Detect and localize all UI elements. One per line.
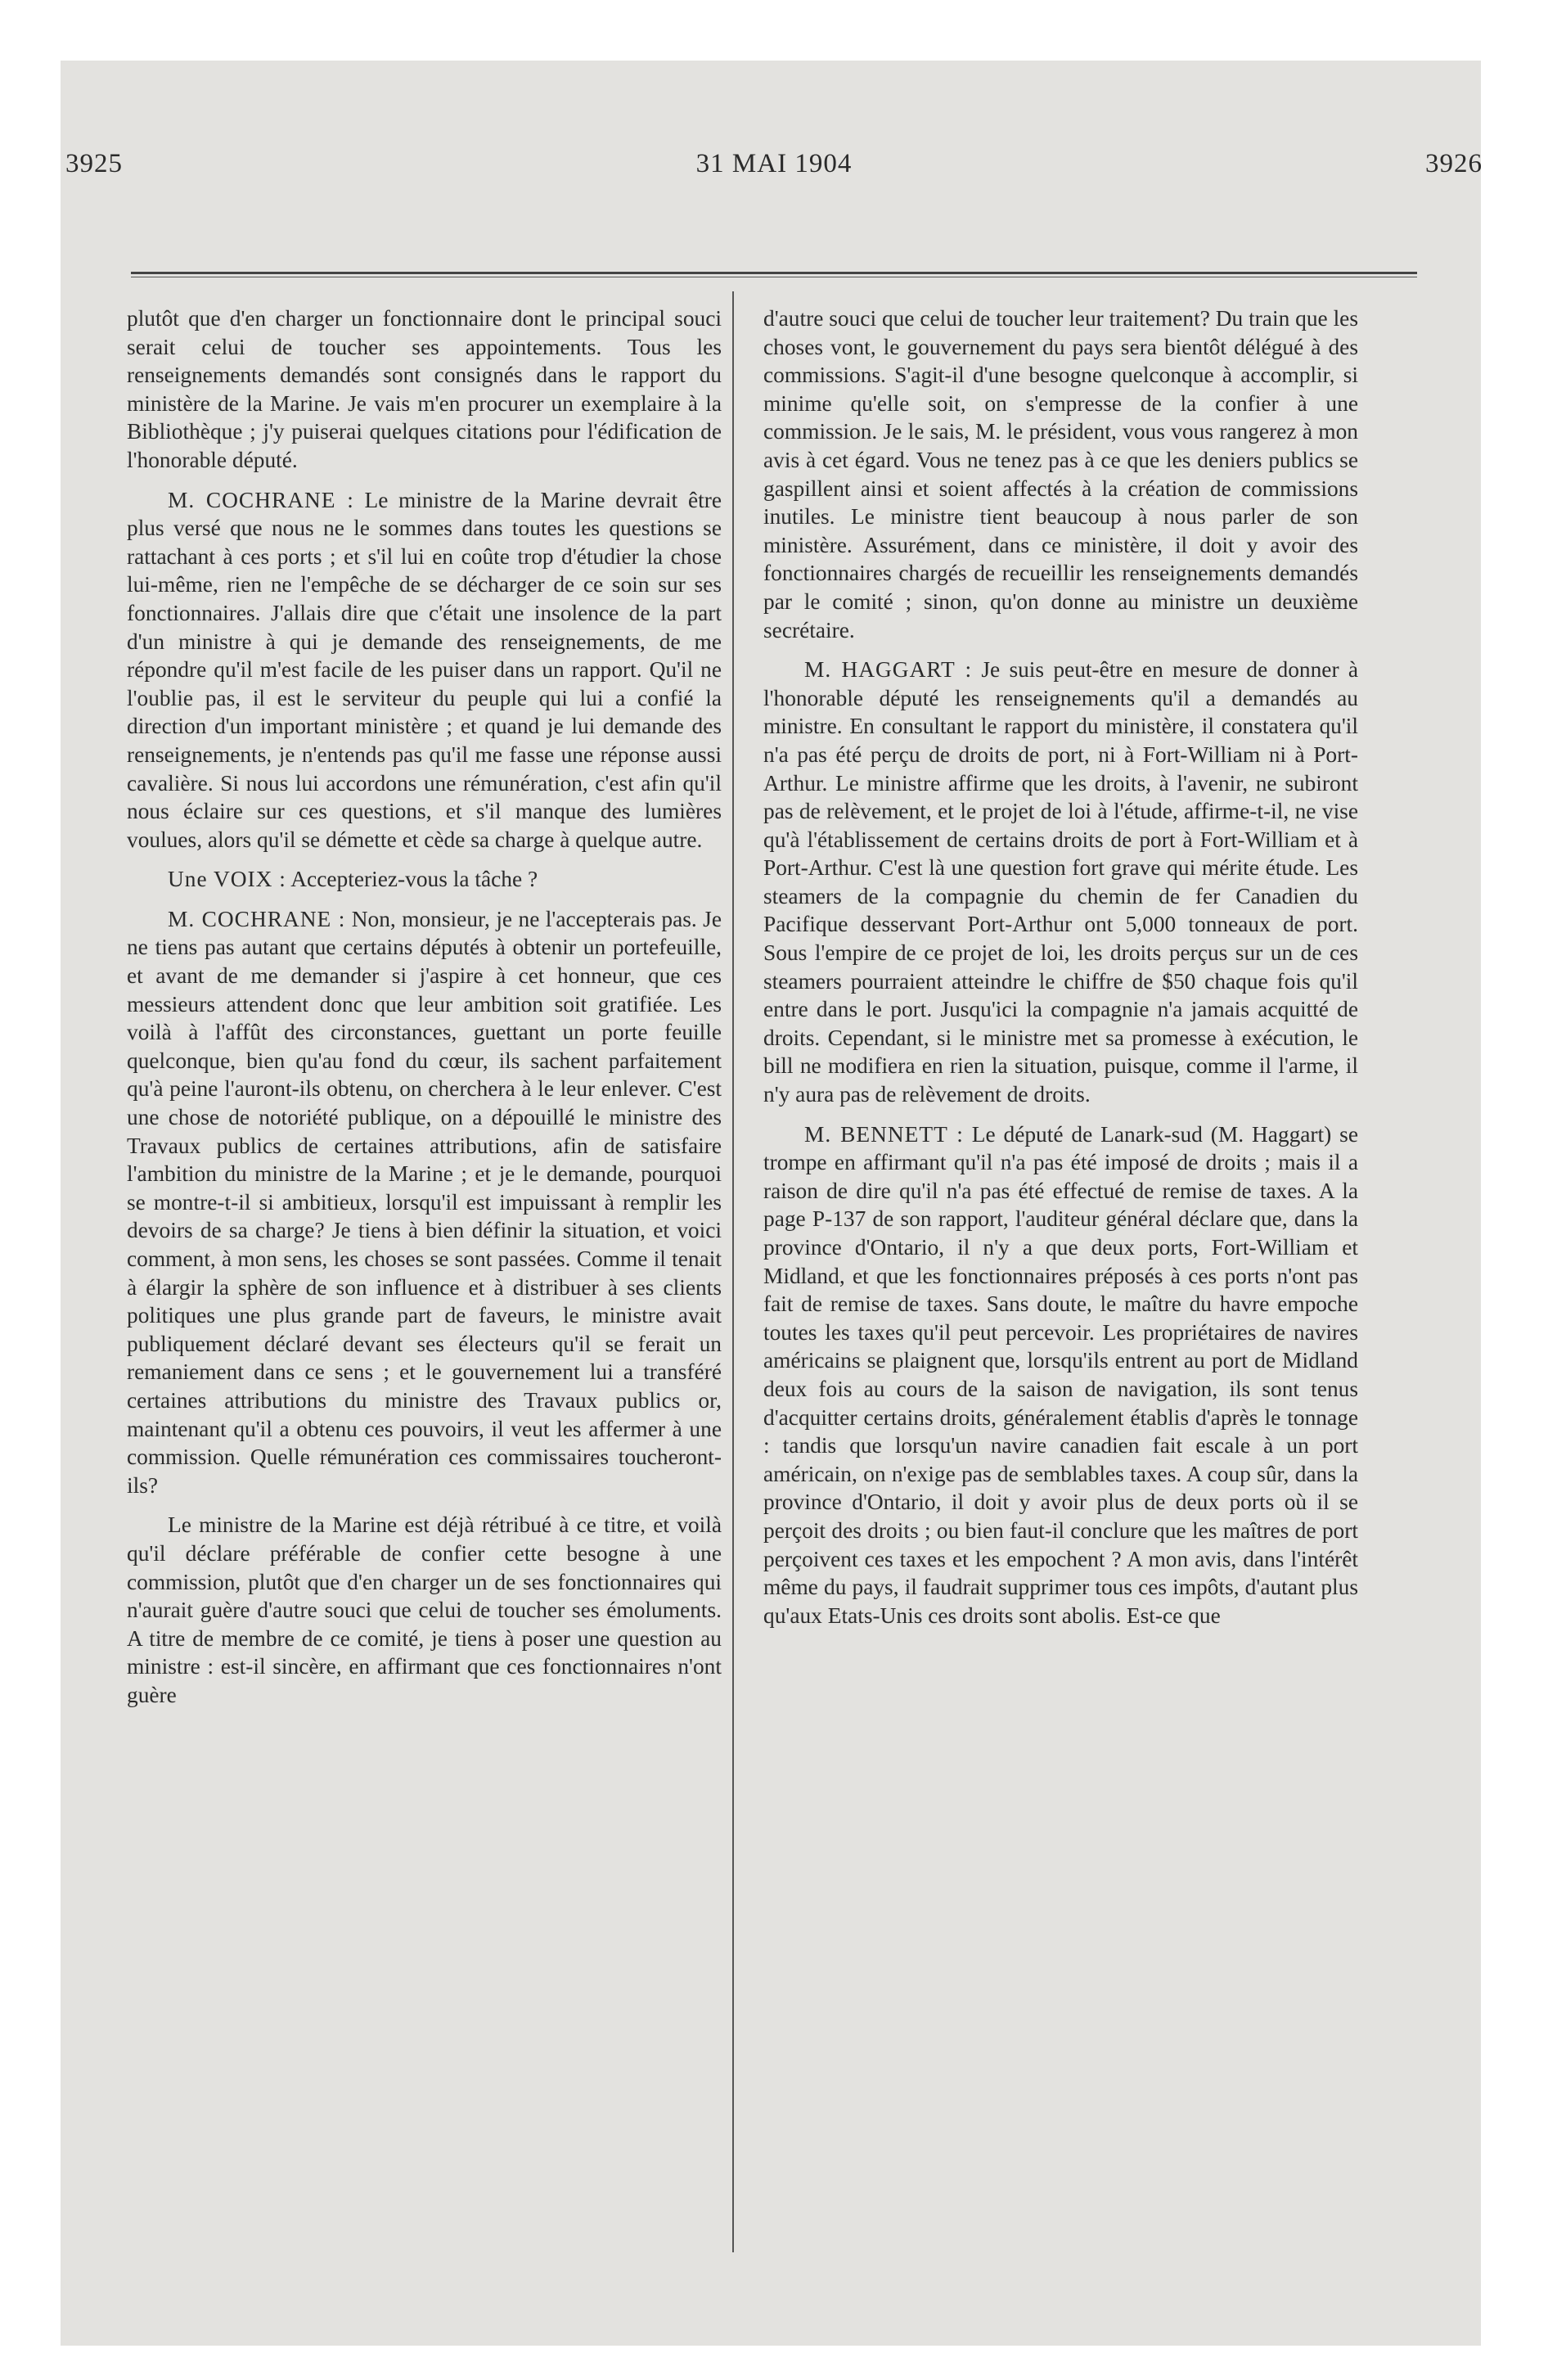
speaker-name: M. COCHRANE : — [168, 906, 346, 931]
paragraph: d'autre souci que celui de toucher leur traitement? Du train que les choses vont, le gouvernement du pays sera bientôt délégué à des commissions. S'agit-il d'une besogne quelconque à accomplir, si minime qu'elle soit, on s'empresse de la confier à une commission. Je le sais, M. le président, vous vous rangerez à mon avis à cet égard. Vous ne tenez pas à ce que les deniers publics se gaspillent ainsi et soient affectés à la création de commissions inutiles. Le ministre tient beaucoup à nous parler de son ministère. Assurément, dans ce ministère, il doit y avoir des fonctionnaires chargés de recueillir les renseignements demandés par le comité ; sinon, qu'on donne au ministre un deuxième secrétaire. — [763, 306, 1358, 642]
paragraph: plutôt que d'en charger un fonctionnaire dont le principal souci serait celui de toucher ses appointements. Tous les renseignements demandés sont consignés dans le rapport du ministère de la Marine. Je vais m'en procurer un exemplaire à la Bibliothèque ; j'y puiserai quelques citations pour l'édification de l'honorable député. — [127, 306, 722, 472]
page-number-right: 3926 — [1425, 149, 1483, 178]
speech-text: Le ministre de la Marine devrait être plus versé que nous ne le sommes dans toutes les questions se rattachant à ces ports ; et s'il lui en coûte trop d'étudier la chose lui-même, rien ne l'empêche de se décharger de ce soin sur ses fonctionnaires. J'allais dire que c'était une insolence de la part d'un ministre à qui je demande des renseignements, de me répondre qu'il m'est facile de les puiser dans un rapport. Qu'il ne l'oublie pas, il est le serviteur du peuple qui lui a confié la direction d'un important ministère ; et quand je lui demande des renseignements, je n'entends pas qu'il me fasse une réponse aussi cavalière. Si nous lui accordons une rémunération, c'est afin qu'il nous éclaire sur ces questions, et s'il manque des lumières voulues, alors qu'il se démette et cède sa charge à quelque autre. — [127, 487, 722, 852]
speaker-name: M. COCHRANE : — [168, 487, 354, 512]
column-divider — [732, 291, 734, 2252]
speech-text: Je suis peut-être en mesure de donner à l'honorable député les renseignements qu'il a demandés au ministre. En consultant le rapport du ministère, il constatera qu'il n'a pas été perçu de droits de port, ni à Fort-William ni à Port-Arthur. Le ministre affirme que les droits, à l'avenir, ne subiront pas de relèvement, et le projet de loi à l'étude, affirme-t-il, ne vise qu'à l'établissement de certains droits de port à Fort-William et à Port-Arthur. C'est là une question fort grave qui mérite étude. Les steamers de la compagnie du chemin de fer Canadien du Pacifique desservant Port-Arthur ont 5,000 tonneaux de port. Sous l'empire de ce projet de loi, les droits perçus sur un de ces steamers pourraient atteindre le chiffre de $50 chaque fois qu'il entre dans le port. Jusqu'ici la compagnie n'a jamais acquitté de droits. Cependant, si le ministre met sa promesse à exécution, le bill ne modifiera en rien la situation, puisque, comme il l'arme, il n'y aura pas de relèvement de droits. — [763, 657, 1358, 1107]
paragraph — [127, 486, 722, 854]
page-date: 31 MAI 1904 — [695, 149, 853, 178]
right-column — [763, 304, 1358, 1629]
paragraph — [763, 1120, 1358, 1630]
speaker-name: Une VOIX : — [168, 867, 286, 892]
speech-text: Le député de Lanark-sud (M. Haggart) se trompe en affirmant qu'il n'a pas été imposé de droits ; mais il a raison de dire qu'il n'a pas été effectué de remise de taxes. A la page P-137 de son rapport, l'auditeur général déclare que, dans la province d'Ontario, il n'y a que deux ports, Fort-William et Midland, et que les fonctionnaires préposés à ces ports n'ont pas fait de remise de taxes. Sans doute, le maître du havre empoche toutes les taxes qu'il peut percevoir. Les propriétaires de navires américains se plaignent que, lorsqu'ils entrent au port de Midland deux fois au cours de la saison de navigation, ils sont tenus d'acquitter certains droits, généralement établis d'après le tonnage : tandis que lorsqu'un navire canadien fait escale à un port américain, on n'exige pas de semblables taxes. A coup sûr, dans la province d'Ontario, il doit y avoir plus de deux ports où il se perçoit des droits ; ou bien faut-il conclure que les maîtres de port perçoivent ces taxes et les empochent ? A mon avis, dans l'intérêt même du pays, il faudrait supprimer tous ces impôts, d'autant plus qu'aux Etats-Unis ces droits sont abolis. Est-ce que — [763, 1121, 1358, 1628]
paragraph: Le ministre de la Marine est déjà rétribué à ce titre, et voilà qu'il déclare préférable de confier cette besogne à une commission, plutôt que d'en charger un de ses fonctionnaires qui n'aurait guère d'autre souci que celui de toucher ses émoluments. A titre de membre de ce comité, je tiens à poser une question au ministre : est-il sincère, en affirmant que ces fonctionnaires n'ont guère — [127, 1512, 722, 1707]
page-header — [65, 149, 1483, 182]
left-column — [127, 304, 722, 1710]
speaker-name: M. HAGGART : — [804, 657, 973, 683]
paragraph — [127, 865, 722, 894]
paragraph — [127, 905, 722, 1499]
header-rule — [131, 272, 1417, 277]
paragraph — [763, 656, 1358, 1109]
speaker-name: M. BENNETT : — [804, 1121, 964, 1147]
page-number-left: 3925 — [65, 149, 123, 178]
speech-text: Accepteriez-vous la tâche ? — [286, 867, 538, 892]
speech-text: Non, monsieur, je ne l'accepterais pas. Je ne tiens pas autant que certains députés à obtenir un portefeuille, et avant de me demander si j'aspire à cet honneur, que ces messieurs attendent donc que leur ambition soit gratifiée. Les voilà à l'affût des circonstances, guettant un porte feuille quelconque, bien qu'au fond du cœur, ils sachent parfaitement qu'à peine l'auront-ils obtenu, on cherchera à le leur enlever. C'est une chose de notoriété publique, on a dépouillé le ministre des Travaux publics de certaines attributions, afin de satisfaire l'ambition du ministre de la Marine ; et je le demande, pourquoi se montre-t-il si ambitieux, lorsqu'il est impuissant à remplir les devoirs de sa charge? Je tiens à bien définir la situation, et voici comment, à mon sens, les choses se sont passées. Comme il tenait à élargir la sphère de son influence et à distribuer à ses clients politiques une plus grande part de faveurs, le ministre avait publiquement déclaré devant ses électeurs qu'il se ferait un remaniement dans ce sens ; et le gouvernement lui a transféré certaines attributions du ministre des Travaux publics or, maintenant qu'il a obtenu ces pouvoirs, il veut les affermer à une commission. Quelle rémunération ces commissaires toucheront-ils? — [127, 906, 722, 1498]
